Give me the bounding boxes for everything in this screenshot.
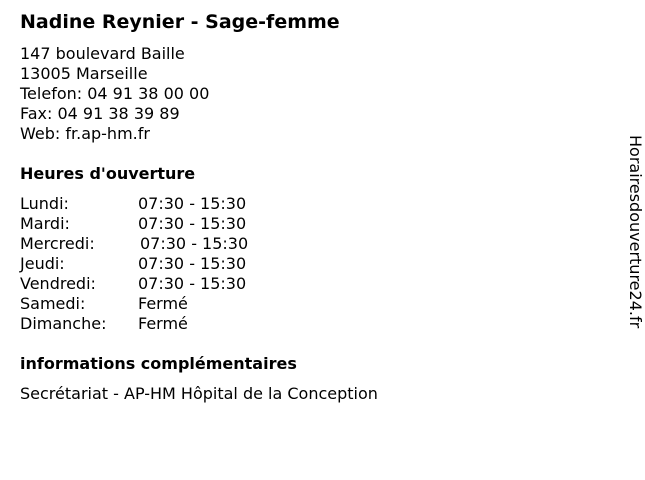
- website-label: Web:: [20, 124, 66, 143]
- website-link[interactable]: fr.ap-hm.fr: [65, 124, 150, 143]
- fax-number: Fax: 04 91 38 39 89: [20, 104, 180, 123]
- website-line: [20, 124, 209, 144]
- hours-day: Dimanche:: [20, 314, 107, 333]
- hours-time: 07:30 - 15:30: [138, 214, 247, 233]
- contact-block: [20, 44, 209, 144]
- hours-time: 07:30 - 15:30: [138, 194, 247, 213]
- phone-number[interactable]: Telefon: 04 91 38 00 00: [20, 84, 210, 103]
- hours-day: Samedi:: [20, 294, 86, 313]
- hours-row-dimanche: [20, 314, 320, 334]
- hours-day: Mercredi:: [20, 234, 95, 253]
- hours-day: Jeudi:: [20, 254, 65, 273]
- hours-row-lundi: [20, 194, 320, 214]
- hours-time: Fermé: [138, 294, 188, 313]
- city-address: 13005 Marseille: [20, 64, 148, 83]
- hours-row-mercredi: [20, 234, 320, 254]
- hours-row-samedi: [20, 294, 320, 314]
- additional-info-text: Secrétariat - AP-HM Hôpital de la Conception: [20, 384, 378, 403]
- page-title: Nadine Reynier - Sage-femme: [20, 11, 340, 33]
- hours-row-vendredi: [20, 274, 320, 294]
- hours-day: Mardi:: [20, 214, 70, 233]
- hours-time: Fermé: [138, 314, 188, 333]
- opening-hours-heading: Heures d'ouverture: [20, 164, 196, 183]
- hours-row-jeudi: [20, 254, 320, 274]
- hours-day: Lundi:: [20, 194, 69, 213]
- hours-day: Vendredi:: [20, 274, 96, 293]
- hours-time: 07:30 - 15:30: [140, 234, 249, 253]
- hours-row-mardi: [20, 214, 320, 234]
- hours-time: 07:30 - 15:30: [138, 274, 247, 293]
- street-address: 147 boulevard Baille: [20, 44, 185, 63]
- hours-time: 07:30 - 15:30: [138, 254, 247, 273]
- opening-hours-table: [20, 194, 320, 334]
- additional-info-heading: informations complémentaires: [20, 354, 297, 373]
- site-watermark: Horairesdouverture24.fr: [626, 135, 645, 329]
